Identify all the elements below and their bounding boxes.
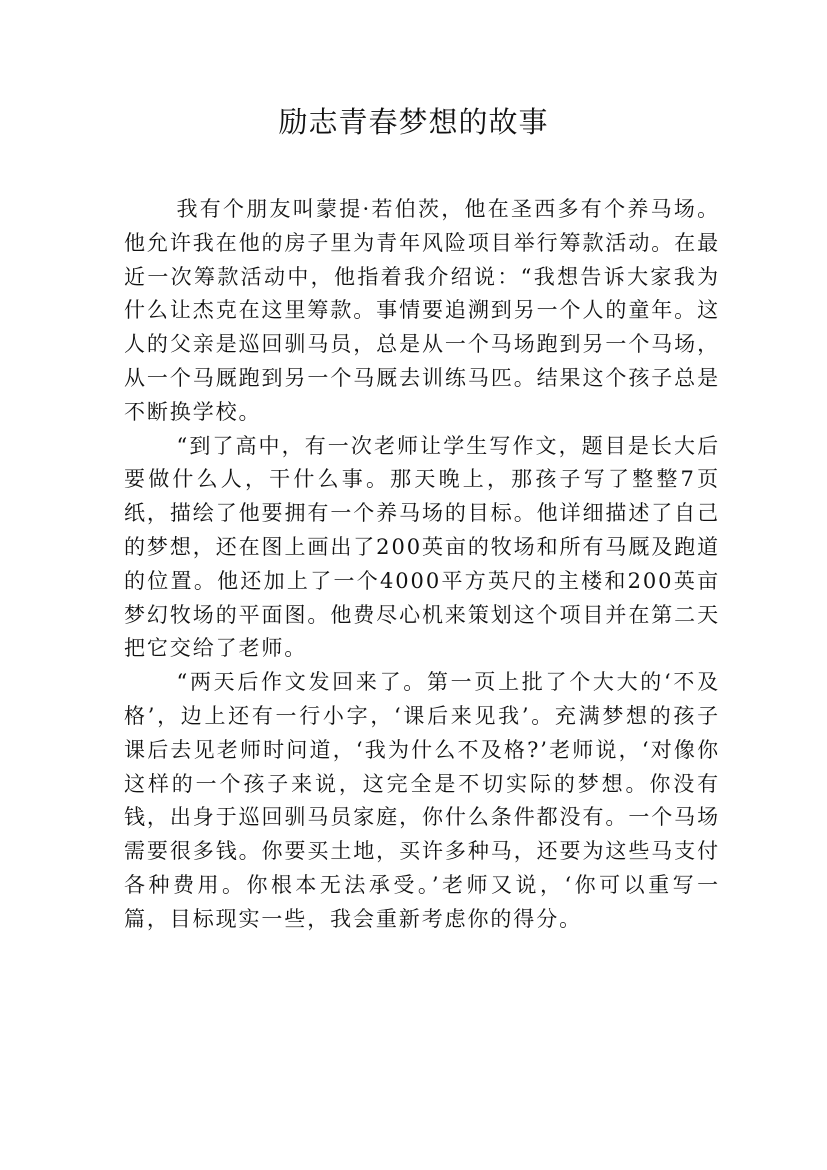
document-title: 励志青春梦想的故事: [278, 105, 549, 139]
paragraph-3: “两天后作文发回来了。第一页上批了个大大的‘不及格’，边上还有一行小字，‘课后来见我’。充满梦想的孩子课后去见老师时问道，‘我为什么不及格?’老师说，‘对像你这样的一个孩子来说，这完全是不切实际的梦想。你没有钱，出身于巡回驯马员家庭，你什么条件都没有。一个马场需要很多钱。你要买土地，买许多种马，还要为这些马支付各种费用。你根本无法承受。’老师又说，‘你可以重写一篇，目标现实一些，我会重新考虑你的得分。: [124, 670, 720, 931]
paragraph-1: 我有个朋友叫蒙提·若伯茨，他在圣西多有个养马场。他允许我在他的房子里为青年风险项目举行筹款活动。在最近一次筹款活动中，他指着我介绍说：“我想告诉大家我为什么让杰克在这里筹款。事情要追溯到另一个人的童年。这人的父亲是巡回驯马员，总是从一个马场跑到另一个马场，从一个马厩跑到另一个马厩去训练马匹。结果这个孩子总是不断换学校。: [124, 197, 720, 424]
document-body: [124, 193, 720, 937]
paragraph-2: “到了高中，有一次老师让学生写作文，题目是长大后要做什么人，干什么事。那天晚上，那孩子写了整整7页纸，描绘了他要拥有一个养马场的目标。他详细描述了自己的梦想，还在图上画出了200英亩的牧场和所有马厩及跑道的位置。他还加上了一个4000平方英尺的主楼和200英亩梦幻牧场的平面图。他费尽心机来策划这个项目并在第二天把它交给了老师。: [124, 433, 720, 661]
